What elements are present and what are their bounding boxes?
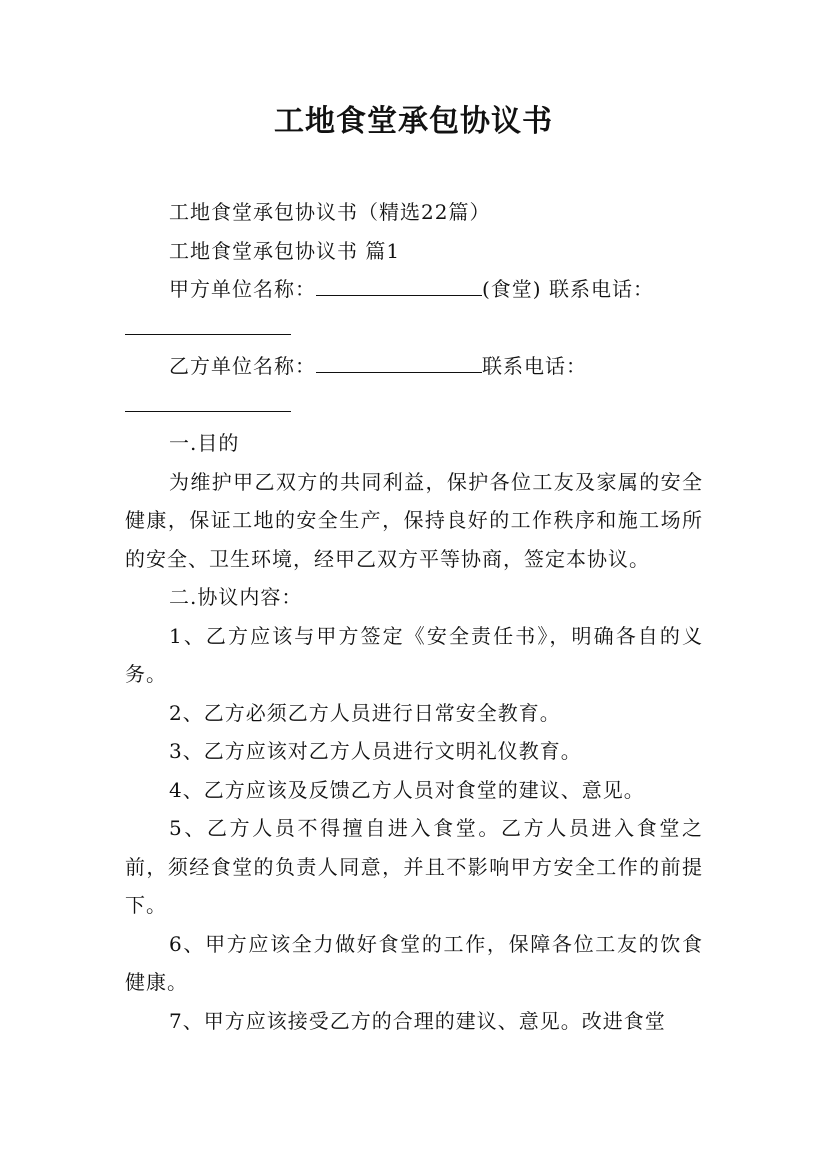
agreement-item-6: 6、甲方应该全力做好食堂的工作，保障各位工友的饮食健康。 <box>125 931 703 994</box>
party-a-suffix: (食堂) 联系电话： <box>482 277 654 301</box>
party-b-label: 乙方单位名称： <box>169 354 316 378</box>
party-a-phone-blank <box>125 310 291 335</box>
section1-heading: 一.目的 <box>169 431 240 455</box>
agreement-item-2: 2、乙方必须乙方人员进行日常安全教育。 <box>169 700 561 725</box>
part-heading: 工地食堂承包协议书 篇1 <box>169 238 401 263</box>
party-a-phone-line <box>125 309 703 348</box>
agreement-item-5: 5、乙方人员不得擅自进入食堂。乙方人员进入食堂之前，须经食堂的负责人同意，并且不影响甲方安全工作的前提下。 <box>125 816 703 917</box>
party-b-line <box>125 347 703 386</box>
agreement-item-3: 3、乙方应该对乙方人员进行文明礼仪教育。 <box>169 739 582 763</box>
party-b-name-blank <box>316 348 482 373</box>
document-body <box>125 193 703 1040</box>
party-a-line <box>125 270 703 309</box>
party-a-label: 甲方单位名称： <box>169 277 316 301</box>
agreement-item-4: 4、乙方应该及反馈乙方人员对食堂的建议、意见。 <box>169 777 645 802</box>
party-b-phone-blank <box>125 387 291 412</box>
section2-heading: 二.协议内容： <box>169 585 303 609</box>
subtitle-line: 工地食堂承包协议书（精选22篇） <box>169 200 491 224</box>
party-b-suffix: 联系电话： <box>482 354 587 378</box>
party-a-name-blank <box>316 271 482 296</box>
document-title: 工地食堂承包协议书 <box>274 104 553 139</box>
section1-paragraph: 为维护甲乙双方的共同利益，保护各位工友及家属的安全健康，保证工地的安全生产，保持良好的工作秩序和施工场所的安全、卫生环境，经甲乙双方平等协商，签定本协议。 <box>125 469 703 571</box>
agreement-item-1: 1、乙方应该与甲方签定《安全责任书》，明确各自的义务。 <box>125 623 703 686</box>
agreement-item-7: 7、甲方应该接受乙方的合理的建议、意见。改进食堂 <box>169 1008 666 1033</box>
party-b-phone-line <box>125 386 703 425</box>
